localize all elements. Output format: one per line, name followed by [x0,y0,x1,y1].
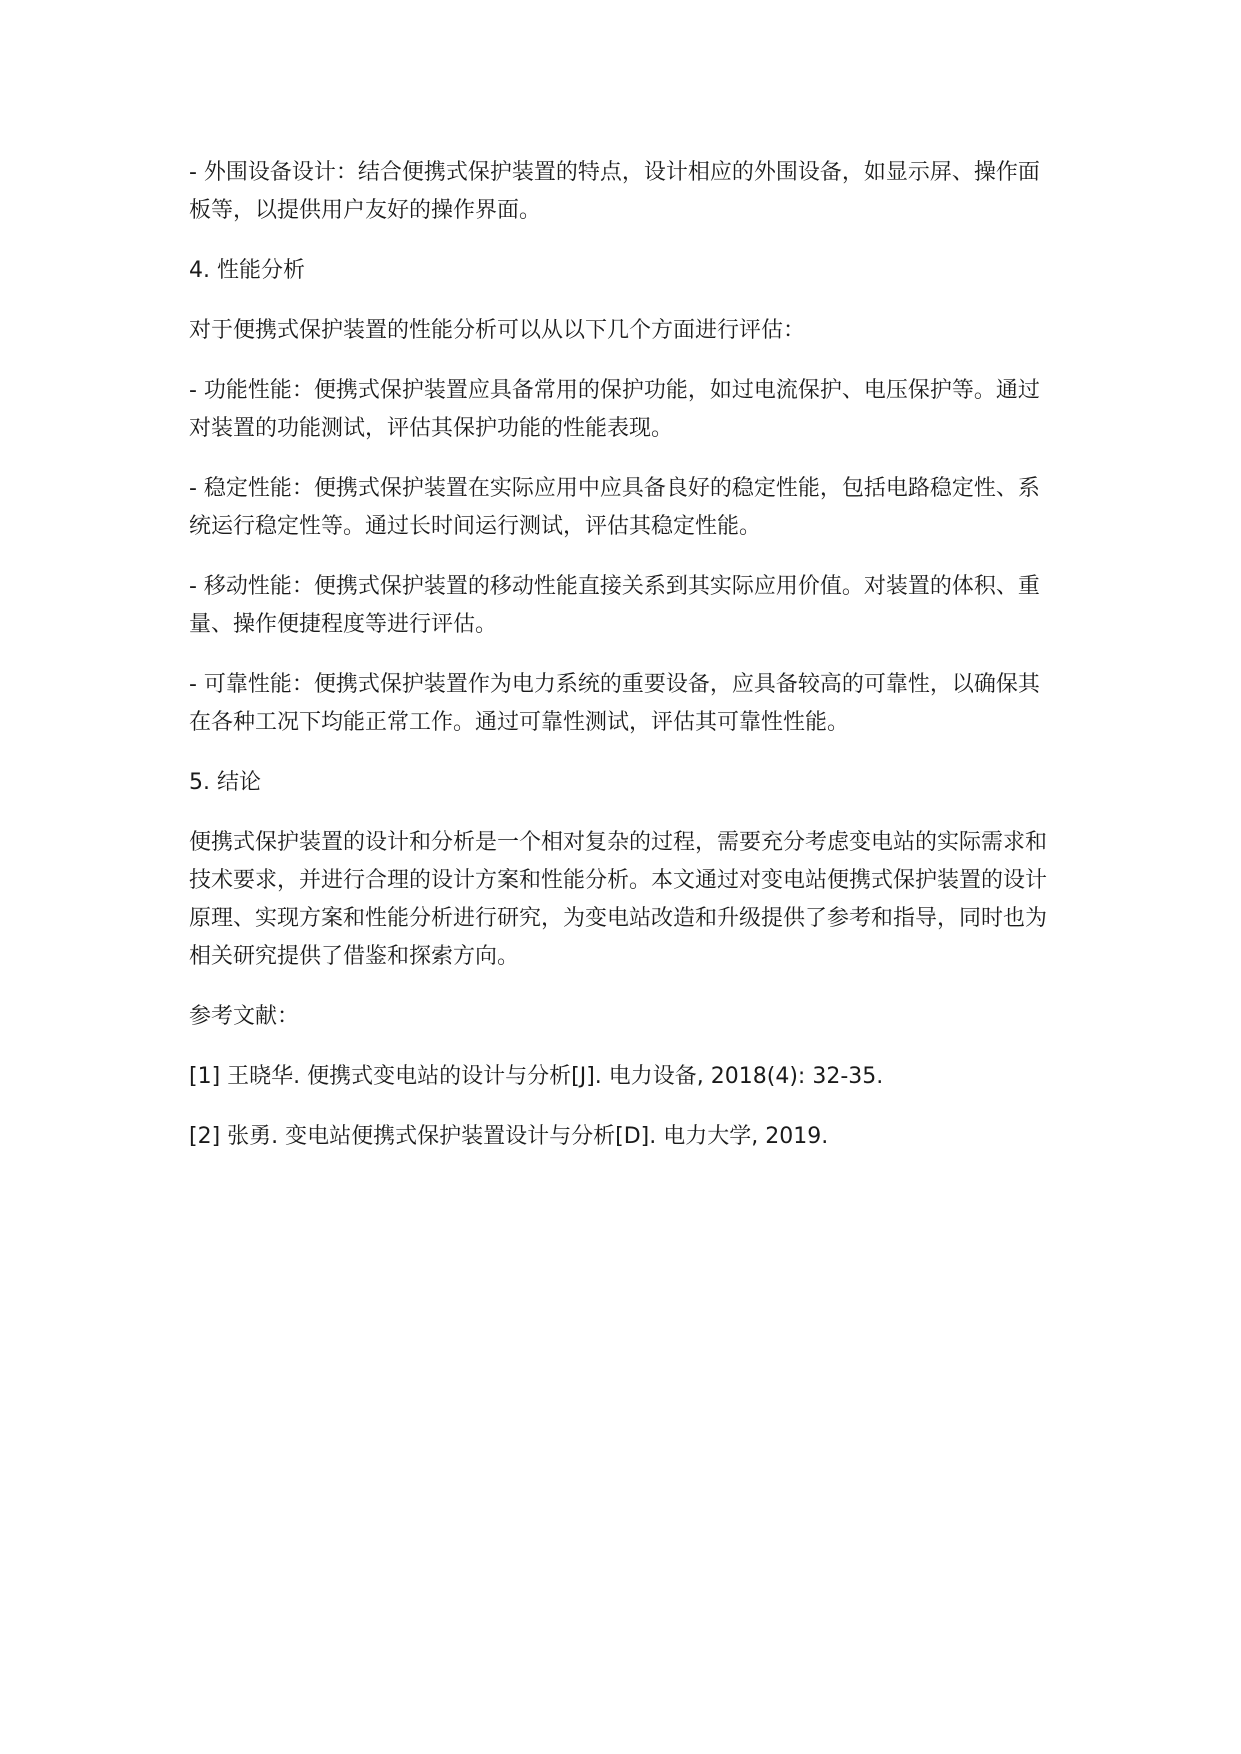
reference-item-1: [1] 王晓华. 便携式变电站的设计与分析[J]. 电力设备, 2018(4): 32-35. [189,1064,884,1089]
paragraph-peripheral-design: - 外围设备设计：结合便携式保护装置的特点，设计相应的外围设备，如显示屏、操作面板等，以提供用户友好的操作界面。 [189,160,1040,223]
section-heading-performance-analysis: 4. 性能分析 [189,258,305,283]
paragraph-conclusion: 便携式保护装置的设计和分析是一个相对复杂的过程，需要充分考虑变电站的实际需求和技术要求，并进行合理的设计方案和性能分析。本文通过对变电站便携式保护装置的设计原理、实现方案和性能分析进行研究，为变电站改造和升级提供了参考和指导，同时也为相关研究提供了借鉴和探索方向。 [189,830,1048,969]
references-heading: 参考文献： [189,1004,300,1029]
reference-item-2: [2] 张勇. 变电站便携式保护装置设计与分析[D]. 电力大学, 2019. [189,1124,829,1149]
paragraph-performance-intro: 对于便携式保护装置的性能分析可以从以下几个方面进行评估： [189,318,806,343]
document-page [189,154,1057,1178]
paragraph-functional-performance: - 功能性能：便携式保护装置应具备常用的保护功能，如过电流保护、电压保护等。通过对装置的功能测试，评估其保护功能的性能表现。 [189,378,1040,441]
section-heading-conclusion: 5. 结论 [189,770,261,795]
paragraph-stability-performance: - 稳定性能：便携式保护装置在实际应用中应具备良好的稳定性能，包括电路稳定性、系统运行稳定性等。通过长时间运行测试，评估其稳定性能。 [189,476,1040,539]
paragraph-mobility-performance: - 移动性能：便携式保护装置的移动性能直接关系到其实际应用价值。对装置的体积、重量、操作便捷程度等进行评估。 [189,574,1040,637]
paragraph-reliability-performance: - 可靠性能：便携式保护装置作为电力系统的重要设备，应具备较高的可靠性，以确保其在各种工况下均能正常工作。通过可靠性测试，评估其可靠性性能。 [189,672,1040,735]
